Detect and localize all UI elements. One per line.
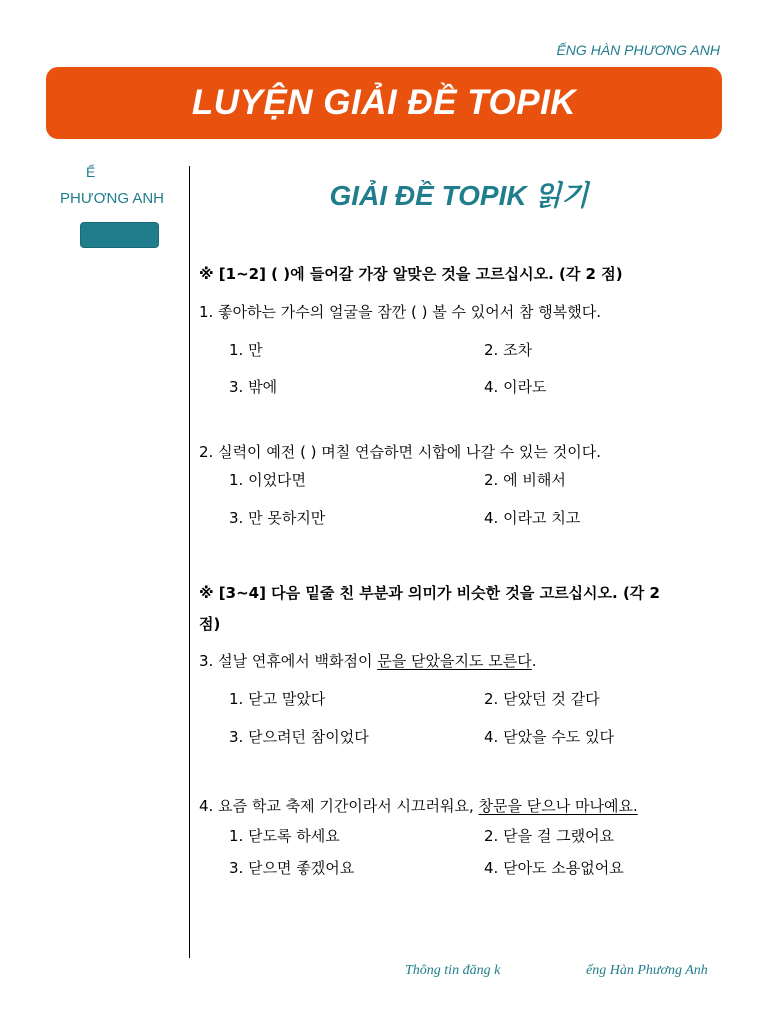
- q4-text: 4. 요즘 학교 축제 기간이라서 시끄러워요,: [199, 797, 479, 815]
- q1-option-3[interactable]: 3. 밖에: [229, 378, 278, 396]
- question-2: 2. 실력이 예전 ( ) 며칠 연습하면 시합에 나갈 수 있는 것이다.: [199, 443, 602, 461]
- footer-right: ếng Hàn Phương Anh: [586, 963, 708, 978]
- question-4: [199, 795, 638, 816]
- sidebar-button[interactable]: [80, 222, 159, 248]
- title-banner: [46, 67, 722, 139]
- page-title: GIẢI ĐỀ TOPIK 읽기: [329, 180, 589, 211]
- question-3: [199, 650, 537, 671]
- q2-option-4[interactable]: 4. 이라고 치고: [484, 509, 581, 527]
- q4-option-3[interactable]: 3. 닫으면 좋겠어요: [229, 859, 355, 877]
- q1-option-1[interactable]: 1. 만: [229, 341, 263, 359]
- sidebar-line-2: PHƯƠNG ANH: [60, 190, 165, 207]
- question-1: 1. 좋아하는 가수의 얼굴을 잠깐 ( ) 볼 수 있어서 참 행복했다.: [199, 303, 602, 321]
- q4-option-2[interactable]: 2. 닫을 걸 그랬어요: [484, 827, 615, 845]
- q2-option-1[interactable]: 1. 이었다면: [229, 471, 307, 489]
- q3-option-1[interactable]: 1. 닫고 말았다: [229, 690, 326, 708]
- top-tag: ẾNG HÀN PHƯƠNG ANH: [556, 42, 720, 58]
- banner-title: LUYỆN GIẢI ĐỀ TOPIK: [191, 83, 577, 122]
- q2-option-3[interactable]: 3. 만 못하지만: [229, 509, 326, 527]
- section-1-instruction: ※ [1~2] ( )에 들어갈 가장 알맞은 것을 고르십시오. (각 2 점): [199, 265, 623, 283]
- section-2-instruction-line-1: ※ [3~4] 다음 밑줄 친 부분과 의미가 비슷한 것을 고르십시오. (각 2: [199, 584, 660, 602]
- sidebar-line-1: Ế: [86, 164, 96, 180]
- section-2-instruction-line-2: 점): [199, 615, 221, 633]
- q3-underlined-text: 문을 닫았을지도 모른다: [377, 652, 532, 670]
- q3-option-4[interactable]: 4. 닫았을 수도 있다: [484, 728, 615, 746]
- q3-text-end: .: [531, 652, 537, 670]
- q3-option-2[interactable]: 2. 닫았던 것 같다: [484, 690, 600, 708]
- q2-option-2[interactable]: 2. 에 비해서: [484, 471, 566, 489]
- q1-option-2[interactable]: 2. 조차: [484, 341, 533, 359]
- footer-left: Thông tin đăng k: [405, 963, 501, 978]
- q3-text: 3. 설날 연휴에서 백화점이: [199, 652, 378, 670]
- q3-option-3[interactable]: 3. 닫으려던 참이었다: [229, 728, 369, 746]
- q4-option-4[interactable]: 4. 닫아도 소용없어요: [484, 859, 624, 877]
- vertical-divider: [189, 166, 190, 958]
- q4-option-1[interactable]: 1. 닫도록 하세요: [229, 827, 340, 845]
- q1-option-4[interactable]: 4. 이라도: [484, 378, 547, 396]
- q4-underlined-text: 창문을 닫으나 마나예요.: [478, 797, 638, 815]
